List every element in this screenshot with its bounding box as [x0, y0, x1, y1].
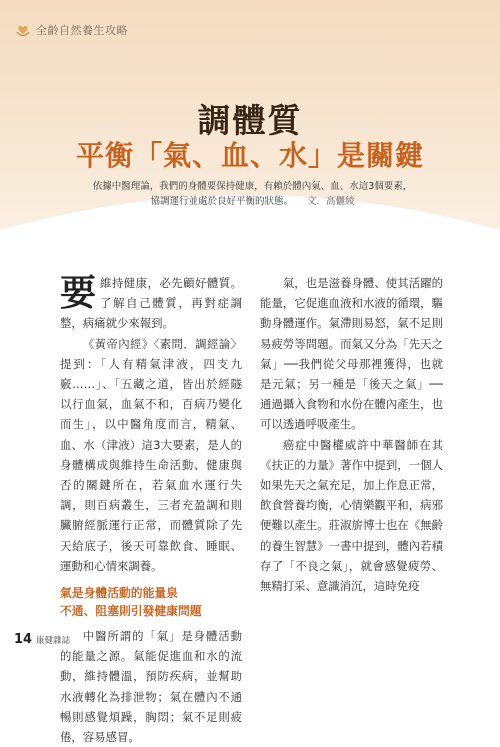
subheading-line-2: 不通、阻塞則引發健康問題: [60, 604, 202, 619]
section-subheading: [60, 584, 242, 620]
paragraph-classics: 《黃帝內經》〈素問．調經論〉提到：「人有精氣津液，四支九竅……」、「五藏之道，皆出於經隧以行血氣，血氣不和，百病乃變化而生」，以中醫角度而言，精氣、血、水（津液）這3大要素，是人的身體構成與維持生命活動、健康與否的關鍵所在，若氣血水運行失調，則百病叢生，三者充盈調和則臟腑經脈運行正常，而體質除了先天給底子，後天可靠飲食、睡眠、運動和心情來調養。: [60, 336, 242, 573]
paragraph-qi-nourish: 氣，也是滋養身體、使其活躍的能量，它促進血液和水液的循環，驅動身體運作。氣滯則易怒，氣不足則易疲勞等問題。而氣又分為「先天之氣」──我們從父母那裡獲得，也就是元氣；另一種是「後天之氣」──通過攝入食物和水份在體內產生，也可以透過呼吸產生。: [260, 276, 443, 432]
magazine-name: 康健雜誌: [36, 636, 71, 646]
page-number: 14: [14, 632, 33, 647]
brand-label: 全齡自然養生攻略: [36, 24, 128, 37]
body-column-right: [260, 273, 443, 596]
subheading-line-1: 氣是身體活動的能量泉: [60, 586, 178, 601]
author-credit: 文．高儷綾: [307, 196, 355, 207]
page-footer: [14, 632, 70, 647]
lead-line-2: 協調運行並處於良好平衡的狀態。: [150, 196, 293, 207]
body-column-left: [60, 273, 242, 747]
section-brand: [16, 21, 128, 39]
paragraph-expert: 癌症中醫權威許中華醫師在其《扶正的力量》著作中提到，一個人如果先天之氣充足，加上作息正常，飲食營養均衡，心情樂觀平和，病邪便難以產生。莊淑旂博士也在《無齡的養生智慧》一書中提到，體內若積存了「不良之氣」，就會感覺疲勞、無精打采、意識消沉，這時免疫: [260, 437, 443, 594]
lead-line-1: 依據中醫理論，我們的身體要保持健康，有賴於體內氣、血、水這3個要素，: [92, 181, 413, 192]
paragraph-intro: [60, 273, 242, 334]
drop-cap: 要: [60, 273, 97, 314]
article-lead: [85, 179, 420, 209]
article-title: 調體質: [197, 101, 303, 140]
paragraph-qi-energy: 中醫所謂的「氣」是身體活動的能量之源。氣能促進血和水的流動，維持體溫，預防疾病，並幫助水液轉化為排泄物；氣在體內不通暢則感覺煩躁，胸悶；氣不足則疲倦，容易感冒。: [60, 629, 242, 745]
article-subtitle: 平衡「氣、血、水」是關鍵: [75, 139, 424, 172]
heart-hands-icon: [16, 23, 30, 37]
paragraph-intro-text: 維持健康，必先顧好體質。了解自己體質，再對症調整，病痛就少來報到。: [60, 276, 242, 331]
